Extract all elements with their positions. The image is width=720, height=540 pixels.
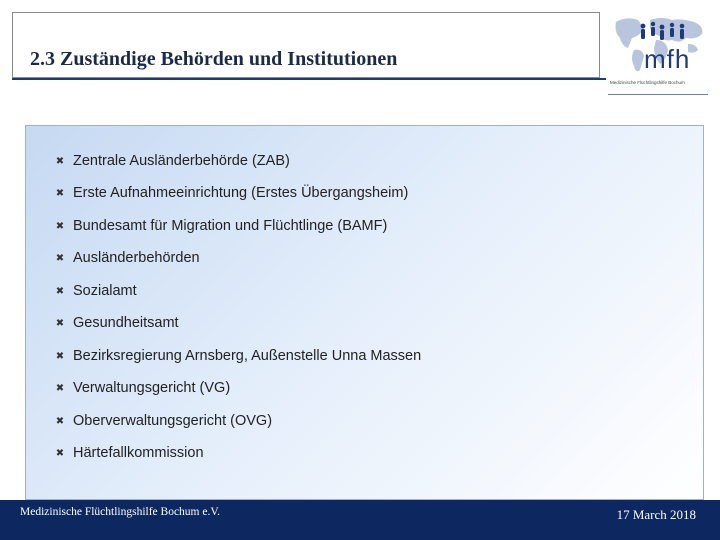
cross-bullet-icon: ✖ [55, 285, 65, 297]
title-underline [12, 78, 606, 80]
bullet-item [55, 216, 387, 236]
cross-bullet-icon: ✖ [55, 155, 65, 167]
bullet-text: Gesundheitsamt [73, 315, 179, 331]
bullet-item [55, 151, 290, 171]
cross-bullet-icon: ✖ [55, 187, 65, 199]
bullet-text: Bezirksregierung Arnsberg, Außenstelle Unna Massen [73, 348, 422, 364]
bullet-item [55, 313, 179, 333]
bullet-item [55, 183, 408, 203]
bullet-text: Oberverwaltungsgericht (OVG) [73, 413, 273, 429]
cross-bullet-icon: ✖ [55, 447, 65, 459]
bullet-item [55, 411, 272, 431]
cross-bullet-icon: ✖ [55, 220, 65, 232]
logo-text: mfh [644, 44, 691, 74]
logo-subtitle: Medizinische Flüchtlingshilfe Bochum [610, 80, 685, 85]
bullet-text: Härtefallkommission [73, 445, 204, 461]
cross-bullet-icon: ✖ [55, 382, 65, 394]
bullet-text: Ausländerbehörden [73, 250, 200, 266]
bullet-item [55, 248, 200, 268]
slide-title: 2.3 Zuständige Behörden und Institutionen [30, 48, 398, 70]
cross-bullet-icon: ✖ [55, 252, 65, 264]
logo-underline [608, 94, 708, 95]
bullet-item [55, 346, 421, 366]
cross-bullet-icon: ✖ [55, 317, 65, 329]
bullet-item [55, 281, 137, 301]
bullet-text: Zentrale Ausländerbehörde (ZAB) [73, 153, 290, 169]
cross-bullet-icon: ✖ [55, 350, 65, 362]
bullet-text: Erste Aufnahmeeinrichtung (Erstes Übergangsheim) [73, 185, 409, 201]
bullet-text: Sozialamt [73, 283, 137, 299]
bullet-text: Verwaltungsgericht (VG) [73, 380, 231, 396]
bullet-item [55, 443, 204, 463]
bullet-text: Bundesamt für Migration und Flüchtlinge (BAMF) [73, 218, 388, 234]
cross-bullet-icon: ✖ [55, 415, 65, 427]
footer-organization: Medizinische Flüchtlingshilfe Bochum e.V. [20, 506, 221, 518]
bullet-item [55, 378, 230, 398]
footer-date: 17 March 2018 [616, 507, 696, 522]
